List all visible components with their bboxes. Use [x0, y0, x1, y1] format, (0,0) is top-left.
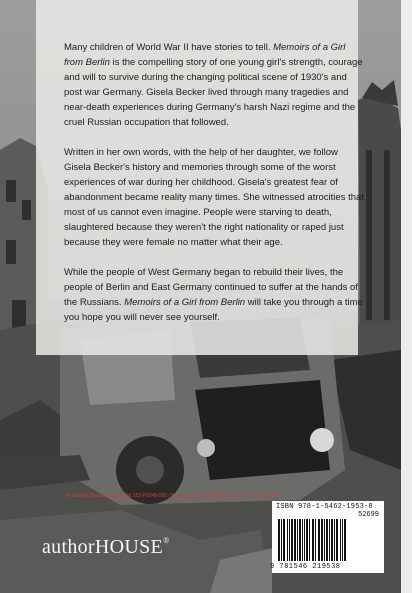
book-title-italic: Memoirs of a Girl from Berlin	[64, 42, 346, 68]
blurb-paragraph-2	[64, 145, 364, 250]
barcode-bar	[329, 519, 330, 561]
price-code: 52699	[358, 511, 380, 519]
barcode-bar	[324, 519, 325, 561]
blurb-text-run: will take you through a time you hope you will never see yourself.	[64, 297, 363, 323]
book-title-italic: Memoirs of a Girl from Berlin	[124, 297, 246, 308]
barcode-bar	[278, 519, 280, 561]
barcode-bar	[340, 519, 341, 561]
barcode-bar	[342, 519, 343, 561]
publisher-logo	[42, 536, 169, 559]
blurb-text-run: While the people of West Germany began to rebuild their lives, the people of Berlin and East Germany continued to suffer at the hands of the Russians.	[64, 267, 358, 308]
barcode-bar	[306, 519, 308, 561]
blurb-paragraph-1	[64, 40, 364, 130]
barcode-bar	[289, 519, 290, 561]
barcode-bar	[299, 519, 301, 561]
barcode-bar	[334, 519, 335, 561]
barcode-bar	[294, 519, 296, 561]
barcode-digits: 9 781546 219538	[270, 563, 341, 571]
ruined-gate-right	[358, 80, 401, 330]
blurb-text-run: Written in her own words, with the help of her daughter, we follow Gisela Becker's history and memories through some of the worst experiences of war during her childhood. Gisela's greatest fear of abandonment became reality many times. She witnessed atrocities that most of us cannot even imagine. People were starving to death, slaughtered because they weren't the right nationality or raped just because they were female no matter what their age.	[64, 147, 364, 248]
photo-credit: Picture By Bundesarchiv, Bild 183-P0548-505 / Brunner, Carl / CC-BY-SA 3.0, CC BY-SA 3.0 de	[66, 493, 278, 499]
blurb-text-run: is the compelling story of one young girl's strength, courage and will to survive during the changing political scene of 1930's and post war Germany. Gisela Becker lived through many tragedies and near-death experiences during Germany's harsh Nazi regime and the cruel Russian occupation that followed.	[64, 57, 363, 128]
back-cover-blurb	[64, 40, 364, 340]
barcode-bar	[344, 519, 346, 561]
barcode-bar	[321, 519, 323, 561]
blurb-paragraph-3	[64, 265, 364, 325]
barcode-bar	[309, 519, 310, 561]
barcode-bar	[318, 519, 320, 561]
barcode-bar	[312, 519, 314, 561]
page-edge	[401, 0, 412, 593]
publisher-name: authorHOUSE	[42, 536, 164, 558]
barcode-bar	[291, 519, 293, 561]
blurb-text-run: Many children of World War II have stories to tell.	[64, 42, 274, 53]
barcode-bar	[297, 519, 298, 561]
barcode-bar	[336, 519, 338, 561]
barcode-bar	[331, 519, 333, 561]
barcode-bar	[283, 519, 285, 561]
isbn-label: ISBN 978-1-5462-1953-8	[276, 503, 373, 511]
barcode-bar	[326, 519, 328, 561]
registered-mark: ®	[163, 536, 170, 545]
barcode-bar	[287, 519, 288, 561]
barcode-bar	[281, 519, 282, 561]
barcode-bar	[302, 519, 303, 561]
barcode-bar	[315, 519, 316, 561]
barcode-bar	[304, 519, 305, 561]
